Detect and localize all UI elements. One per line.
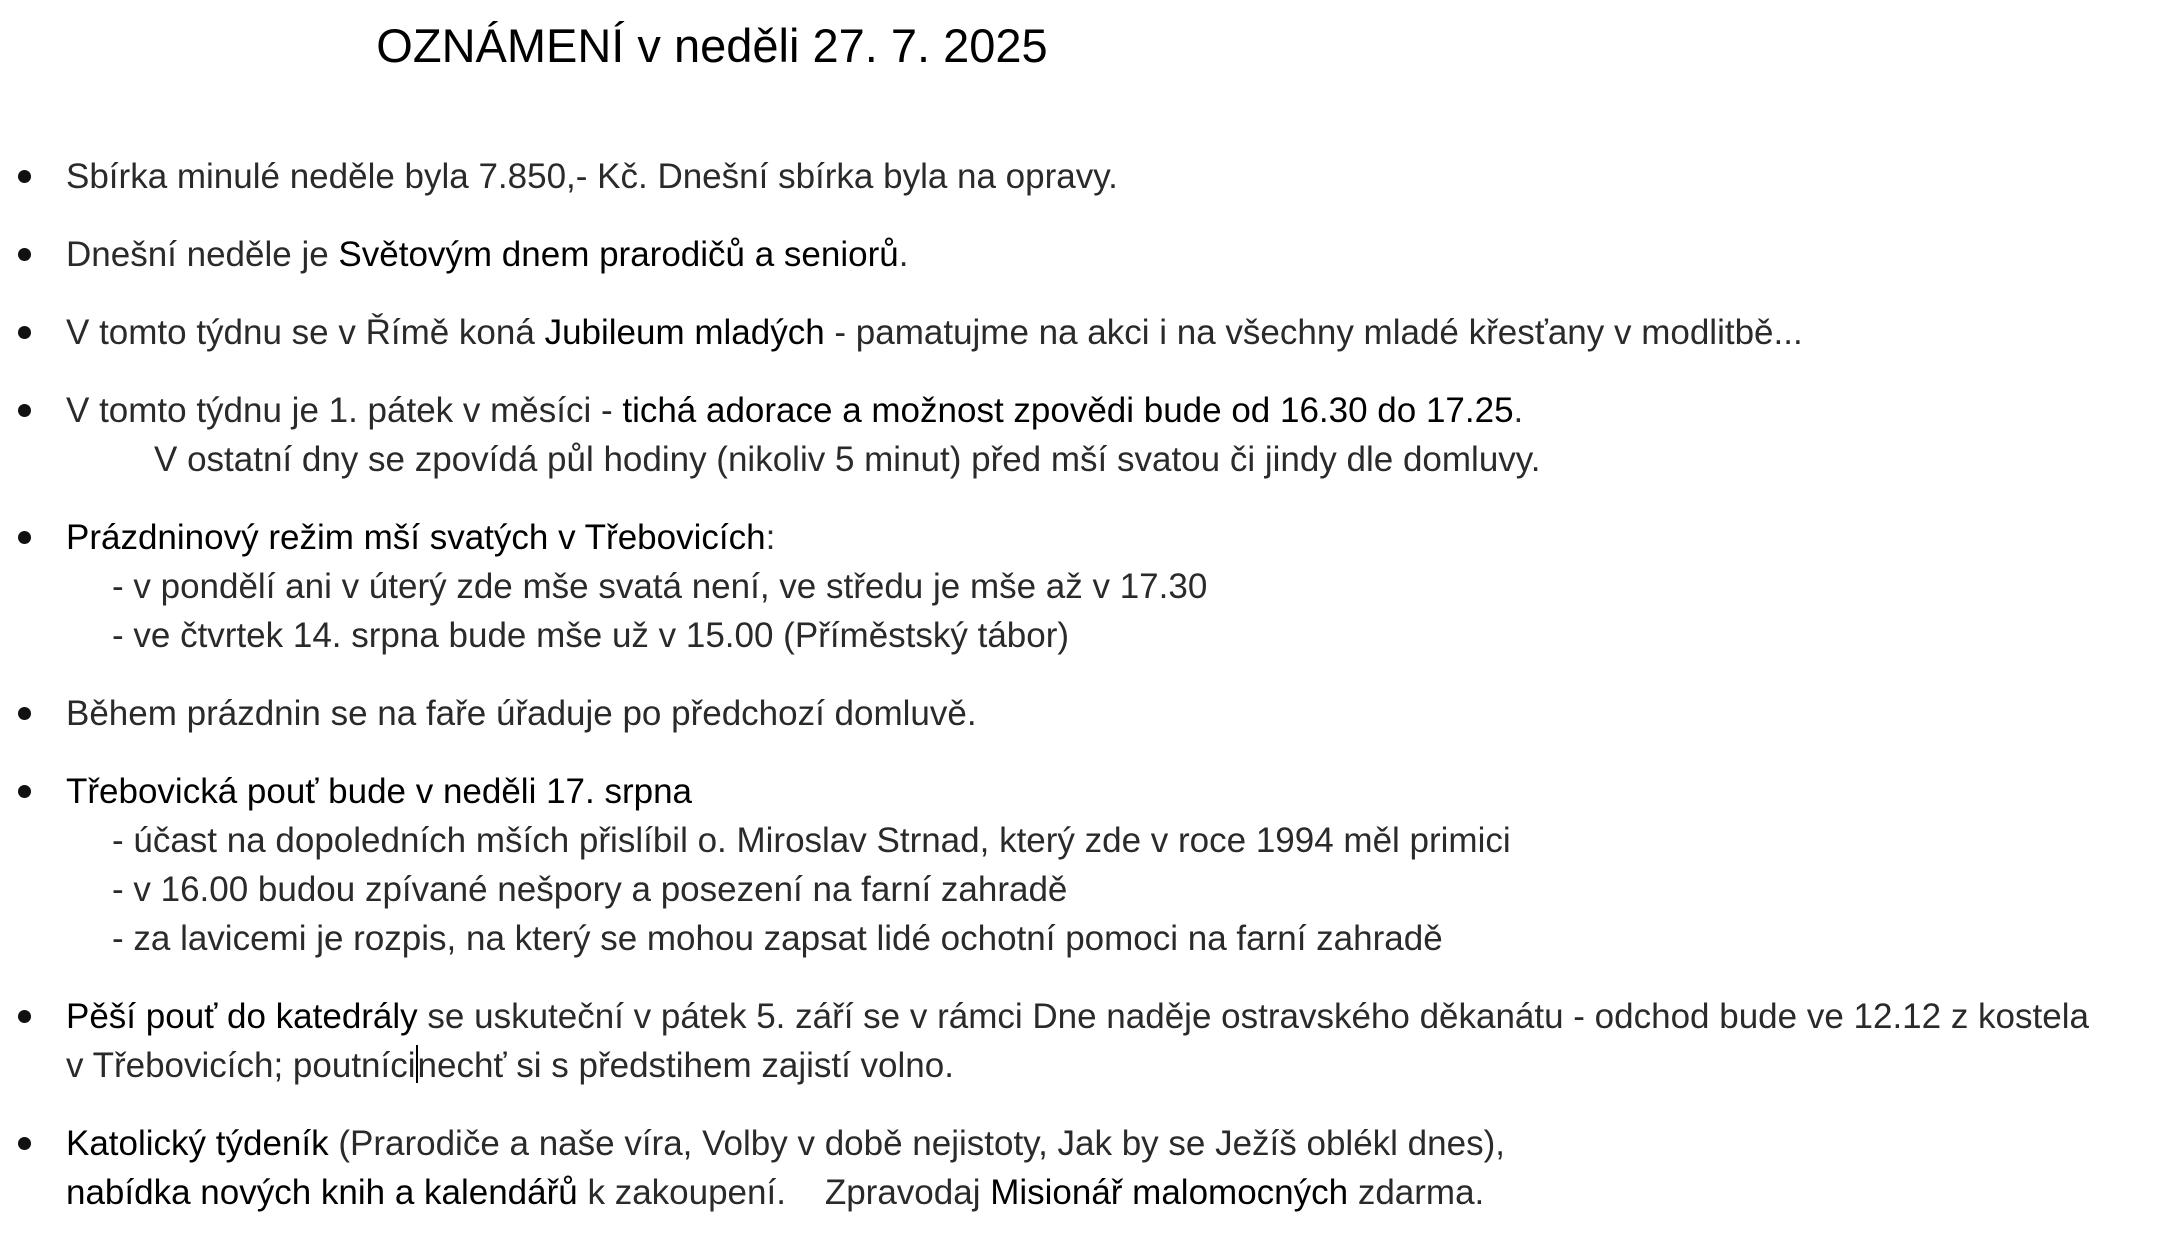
- item-text: Katolický týdeník (Prarodiče a naše víra, Volby v době nejistoty, Jak by se Ježíš oblékl dnes),: [66, 1124, 1505, 1163]
- item-text: V tomto týdnu je 1. pátek v měsíci - tichá adorace a možnost zpovědi bude od 16.30 do 17.25.: [66, 391, 1524, 430]
- bullet-icon: [18, 1010, 31, 1023]
- bullet-icon: [18, 248, 31, 261]
- emphasis: Jubileum mladých: [544, 313, 825, 352]
- list-item: [0, 992, 2170, 1090]
- emphasis: Prázdninový režim mší svatých v Třebovicích: [66, 518, 766, 557]
- emphasis: Pěší pouť do katedrály: [66, 997, 418, 1036]
- item-text: Pěší pouť do katedrály se uskuteční v pátek 5. září se v rámci Dne naděje ostravského děkanátu - odchod bude ve 12.12 z kostela: [66, 997, 2089, 1036]
- bullet-icon: [18, 326, 31, 339]
- list-item: [0, 386, 2170, 484]
- list-item: [0, 308, 2170, 357]
- bullet-icon: [18, 531, 31, 544]
- item-text-continued: v Třebovicích; poutnícinechť si s předstihem zajistí volno.: [66, 1046, 954, 1085]
- sub-item: - za lavicemi je rozpis, na který se mohou zapsat lidé ochotní pomoci na farní zahradě: [112, 919, 1443, 958]
- bullet-icon: [18, 170, 31, 183]
- emphasis: Třebovická pouť bude v neděli 17. srpna: [66, 772, 693, 811]
- item-subtext: V ostatní dny se zpovídá půl hodiny (nikoliv 5 minut) před mší svatou či jindy dle domluvy.: [154, 440, 1541, 479]
- list-item: [0, 689, 2170, 738]
- emphasis: tichá adorace a možnost zpovědi bude od 16.30 do 17.25: [622, 391, 1514, 430]
- bullet-icon: [18, 1137, 31, 1150]
- emphasis: Katolický týdeník: [66, 1124, 329, 1163]
- sub-item: - ve čtvrtek 14. srpna bude mše už v 15.00 (Příměstský tábor): [112, 616, 1070, 655]
- list-item: [0, 152, 2170, 201]
- list-item: [0, 230, 2170, 279]
- item-text: Během prázdnin se na faře úřaduje po předchozí domluvě.: [66, 694, 977, 733]
- sub-item: - v pondělí ani v úterý zde mše svatá není, ve středu je mše až v 17.30: [112, 567, 1208, 606]
- emphasis: Misionář malomocných: [990, 1173, 1349, 1212]
- bullet-icon: [18, 404, 31, 417]
- sub-item: - v 16.00 budou zpívané nešpory a posezení na farní zahradě: [112, 870, 1068, 909]
- item-text-continued: nabídka nových knih a kalendářů k zakoupení. Zpravodaj Misionář malomocných zdarma.: [66, 1173, 1485, 1212]
- emphasis: nabídka nových knih a kalendářů: [66, 1173, 578, 1212]
- item-text: [66, 767, 2170, 816]
- list-item: [0, 513, 2170, 660]
- item-text: V tomto týdnu se v Římě koná Jubileum mladých - pamatujme na akci i na všechny mladé křesťany v modlitbě...: [66, 313, 1803, 352]
- emphasis: Světovým dnem prarodičů a seniorů: [338, 235, 899, 274]
- page-title: OZNÁMENÍ v neděli 27. 7. 2025: [376, 19, 1048, 72]
- list-item: [0, 1119, 2170, 1217]
- sub-item: - účast na dopoledních mších přislíbil o. Miroslav Strnad, který zde v roce 1994 měl primici: [112, 821, 1511, 860]
- bullet-icon: [18, 785, 31, 798]
- item-text: Prázdninový režim mší svatých v Třebovicích:: [66, 518, 776, 557]
- list-item: [0, 767, 2170, 963]
- bullet-icon: [18, 707, 31, 720]
- item-text: Sbírka minulé neděle byla 7.850,- Kč. Dnešní sbírka byla na opravy.: [66, 157, 1118, 196]
- announcement-list: [0, 152, 2170, 1246]
- item-text: Dnešní neděle je Světovým dnem prarodičů a seniorů.: [66, 235, 909, 274]
